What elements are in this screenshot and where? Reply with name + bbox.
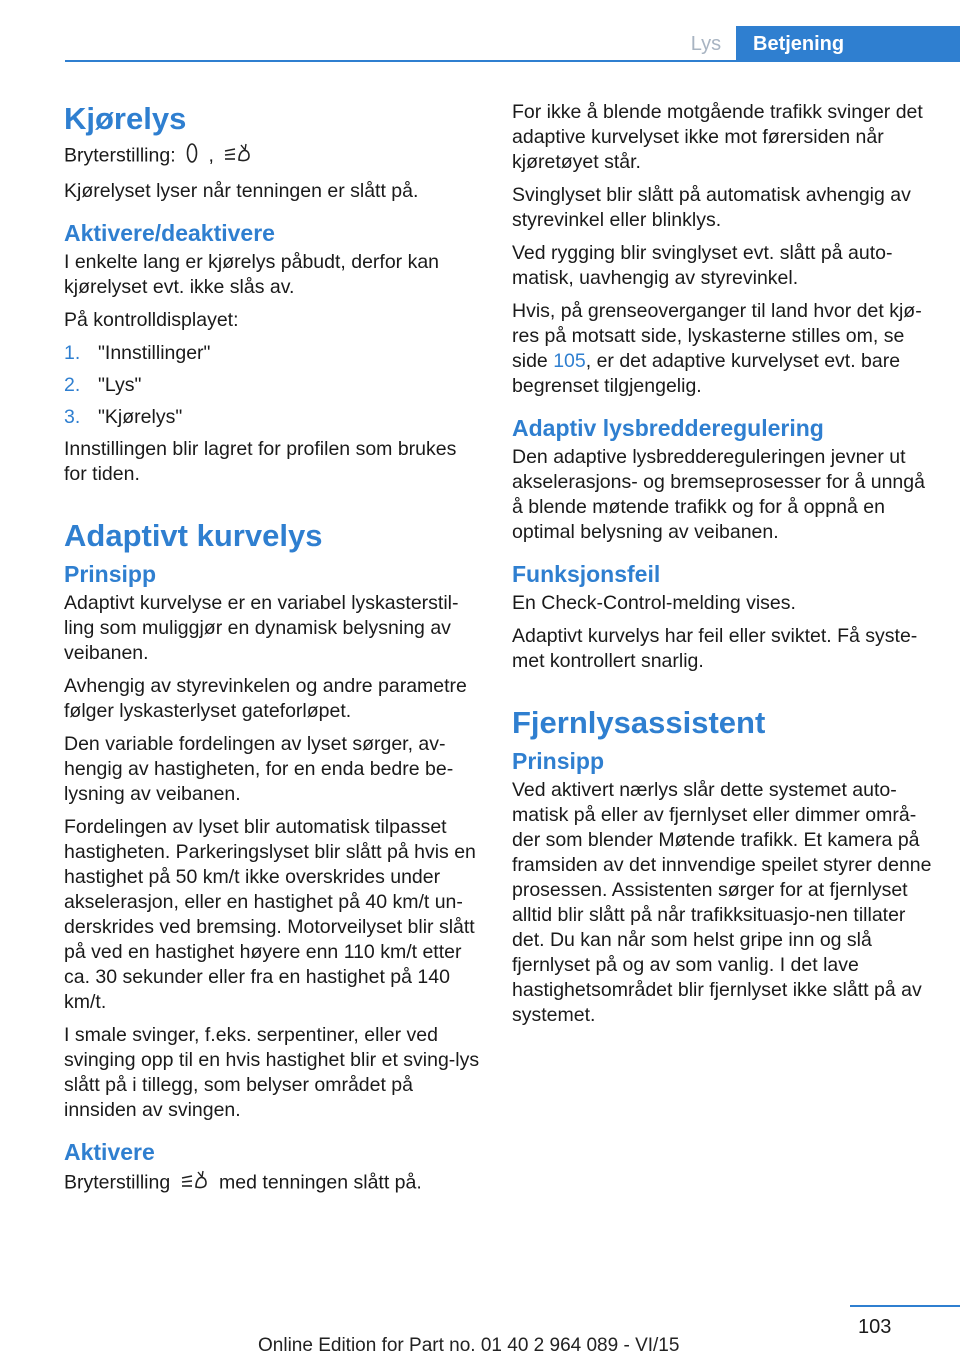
prinsipp-paragraph-2: Avhengig av styrevinkelen og andre parametre følger lyskasterlyset gateforløpet. [64,675,467,722]
right-paragraph-3: Ved rygging blir svinglyset evt. slått på auto-matisk, uavhengig av styrevinkel. [512,242,893,289]
funksjonsfeil-paragraph-1: En Check-Control-melding vises. [512,592,796,614]
innstillingen-text: Innstillingen blir lagret for profilen som brukes for tiden. [64,438,457,485]
page-number: 103 [858,1316,892,1338]
prinsipp-heading: Prinsipp [64,561,157,587]
fjernlysassistent-text: Ved aktivert nærlys slår dette systemet auto-matisk på eller av fjernlyset eller dimmer områ-der som blender Møtende trafikk. Et kamera på framsiden av det innvendige speilet styrer denne prosessen. Assistenten sørger for at fjernlyset alltid blir slått på når trafikksituasjo-nen tillater det. Du kan når som helst gripe inn og slå fjernlyset på og av som vanlig. I det lave hastighetsområdet blir fjernlyset ikke slått på av systemet. [512,779,932,1026]
step-number: 3. [64,406,81,428]
aktivere-pre: Bryterstilling [64,1171,171,1194]
aktivere-post: med tenningen slått på. [219,1171,422,1194]
right-column [512,100,932,1036]
adaptivt-kurvelys-heading: Adaptivt kurvelys [64,518,323,553]
header-tab-betjening: Betjening [736,26,960,62]
header-rule [65,60,960,62]
list-item [64,341,480,366]
bryterstilling-label: Bryterstilling: [64,144,176,167]
auto-light-switch-icon [223,142,253,171]
step-text: "Lys" [98,374,142,396]
lysbredderegulering-text: Den adaptive lysbreddereguleringen jevner ut akselerasjons- og bremseprosesser for å unngå å blende møtende trafikk og for å oppnå en optimal belysning av veibanen. [512,446,925,543]
prinsipp-paragraph-1: Adaptivt kurvelyse er en variabel lyskasterstil-ling som muliggjør en dynamisk belysning av veibanen. [64,592,459,664]
kontrolldisplay-text: På kontrolldisplayet: [64,309,239,331]
prinsipp-paragraph-5: I smale svinger, f.eks. serpentiner, eller ved svinging opp til en hvis hastighet blir et sving-lys slått på i tillegg, som belyser området på innsiden av svingen. [64,1024,480,1121]
aktivere-deaktivere-heading: Aktivere/deaktivere [64,220,275,246]
bryter-comma: , [208,144,214,167]
footer-rule [850,1305,960,1307]
step-number: 1. [64,342,81,364]
page-105-link[interactable]: 105 [553,350,586,372]
kjorelys-heading: Kjørelys [64,101,187,136]
aktivere-line [64,1169,480,1198]
p4-post: , er det adaptive kurvelyset evt. bare begrenset tilgjengelig. [512,350,901,397]
prinsipp-heading: Prinsipp [512,748,605,774]
kjorelys-text: Kjørelyset lyser når tenningen er slått på. [64,180,419,202]
funksjonsfeil-paragraph-2: Adaptivt kurvelys har feil eller sviktet. Få syste-met kontrollert snarlig. [512,625,918,672]
right-paragraph-2: Svinglyset blir slått på automatisk avhengig av styrevinkel eller blinklys. [512,184,911,231]
light-off-switch-icon [185,142,199,171]
prinsipp-paragraph-3: Den variable fordelingen av lyset sørger, av-hengig av hastigheten, for en enda bedre be-lysning av veibanen. [64,733,454,805]
list-item [64,405,480,430]
step-text: "Innstillinger" [98,342,211,364]
lysbredderegulering-heading: Adaptiv lysbredderegulering [512,415,824,441]
aktivere-deaktivere-text: I enkelte lang er kjørelys påbudt, derfor kan kjørelyset evt. ikke slås av. [64,251,440,298]
right-paragraph-4 [512,299,932,399]
funksjonsfeil-heading: Funksjonsfeil [512,561,661,587]
fjernlysassistent-heading: Fjernlysassistent [512,705,766,740]
step-number: 2. [64,374,81,396]
auto-light-switch-icon [180,1169,210,1198]
prinsipp-paragraph-4: Fordelingen av lyset blir automatisk tilpasset hastigheten. Parkeringslyset blir slått på hvis en hastighet på 50 km/t ikke overskrides under akselerasjon, eller en hastighet på 40 km/t un-derskrides ved bremsing. Motorveilyset blir slått på ved en hastighet høyere enn 110 km/t etter ca. 30 sekunder eller fra en hastighet på 140 km/t. [64,816,476,1013]
aktivere-heading: Aktivere [64,1139,155,1165]
step-text: "Kjørelys" [98,406,183,428]
header-tab-lys: Lys [690,33,722,55]
bryterstilling-line [64,142,480,171]
left-column [64,100,480,1206]
right-paragraph-1: For ikke å blende motgående trafikk svinger det adaptive kurvelyset ikke mot førersiden når kjøretøyet står. [512,101,923,173]
p4-pre: Hvis, på grenseoverganger til land hvor det kjø-res på motsatt side, lyskasterne stilles om, se side [512,300,922,372]
footer-edition-text: Online Edition for Part no. 01 40 2 964 089 - VI/15 [258,1335,680,1356]
list-item [64,373,480,398]
settings-steps [64,341,480,430]
